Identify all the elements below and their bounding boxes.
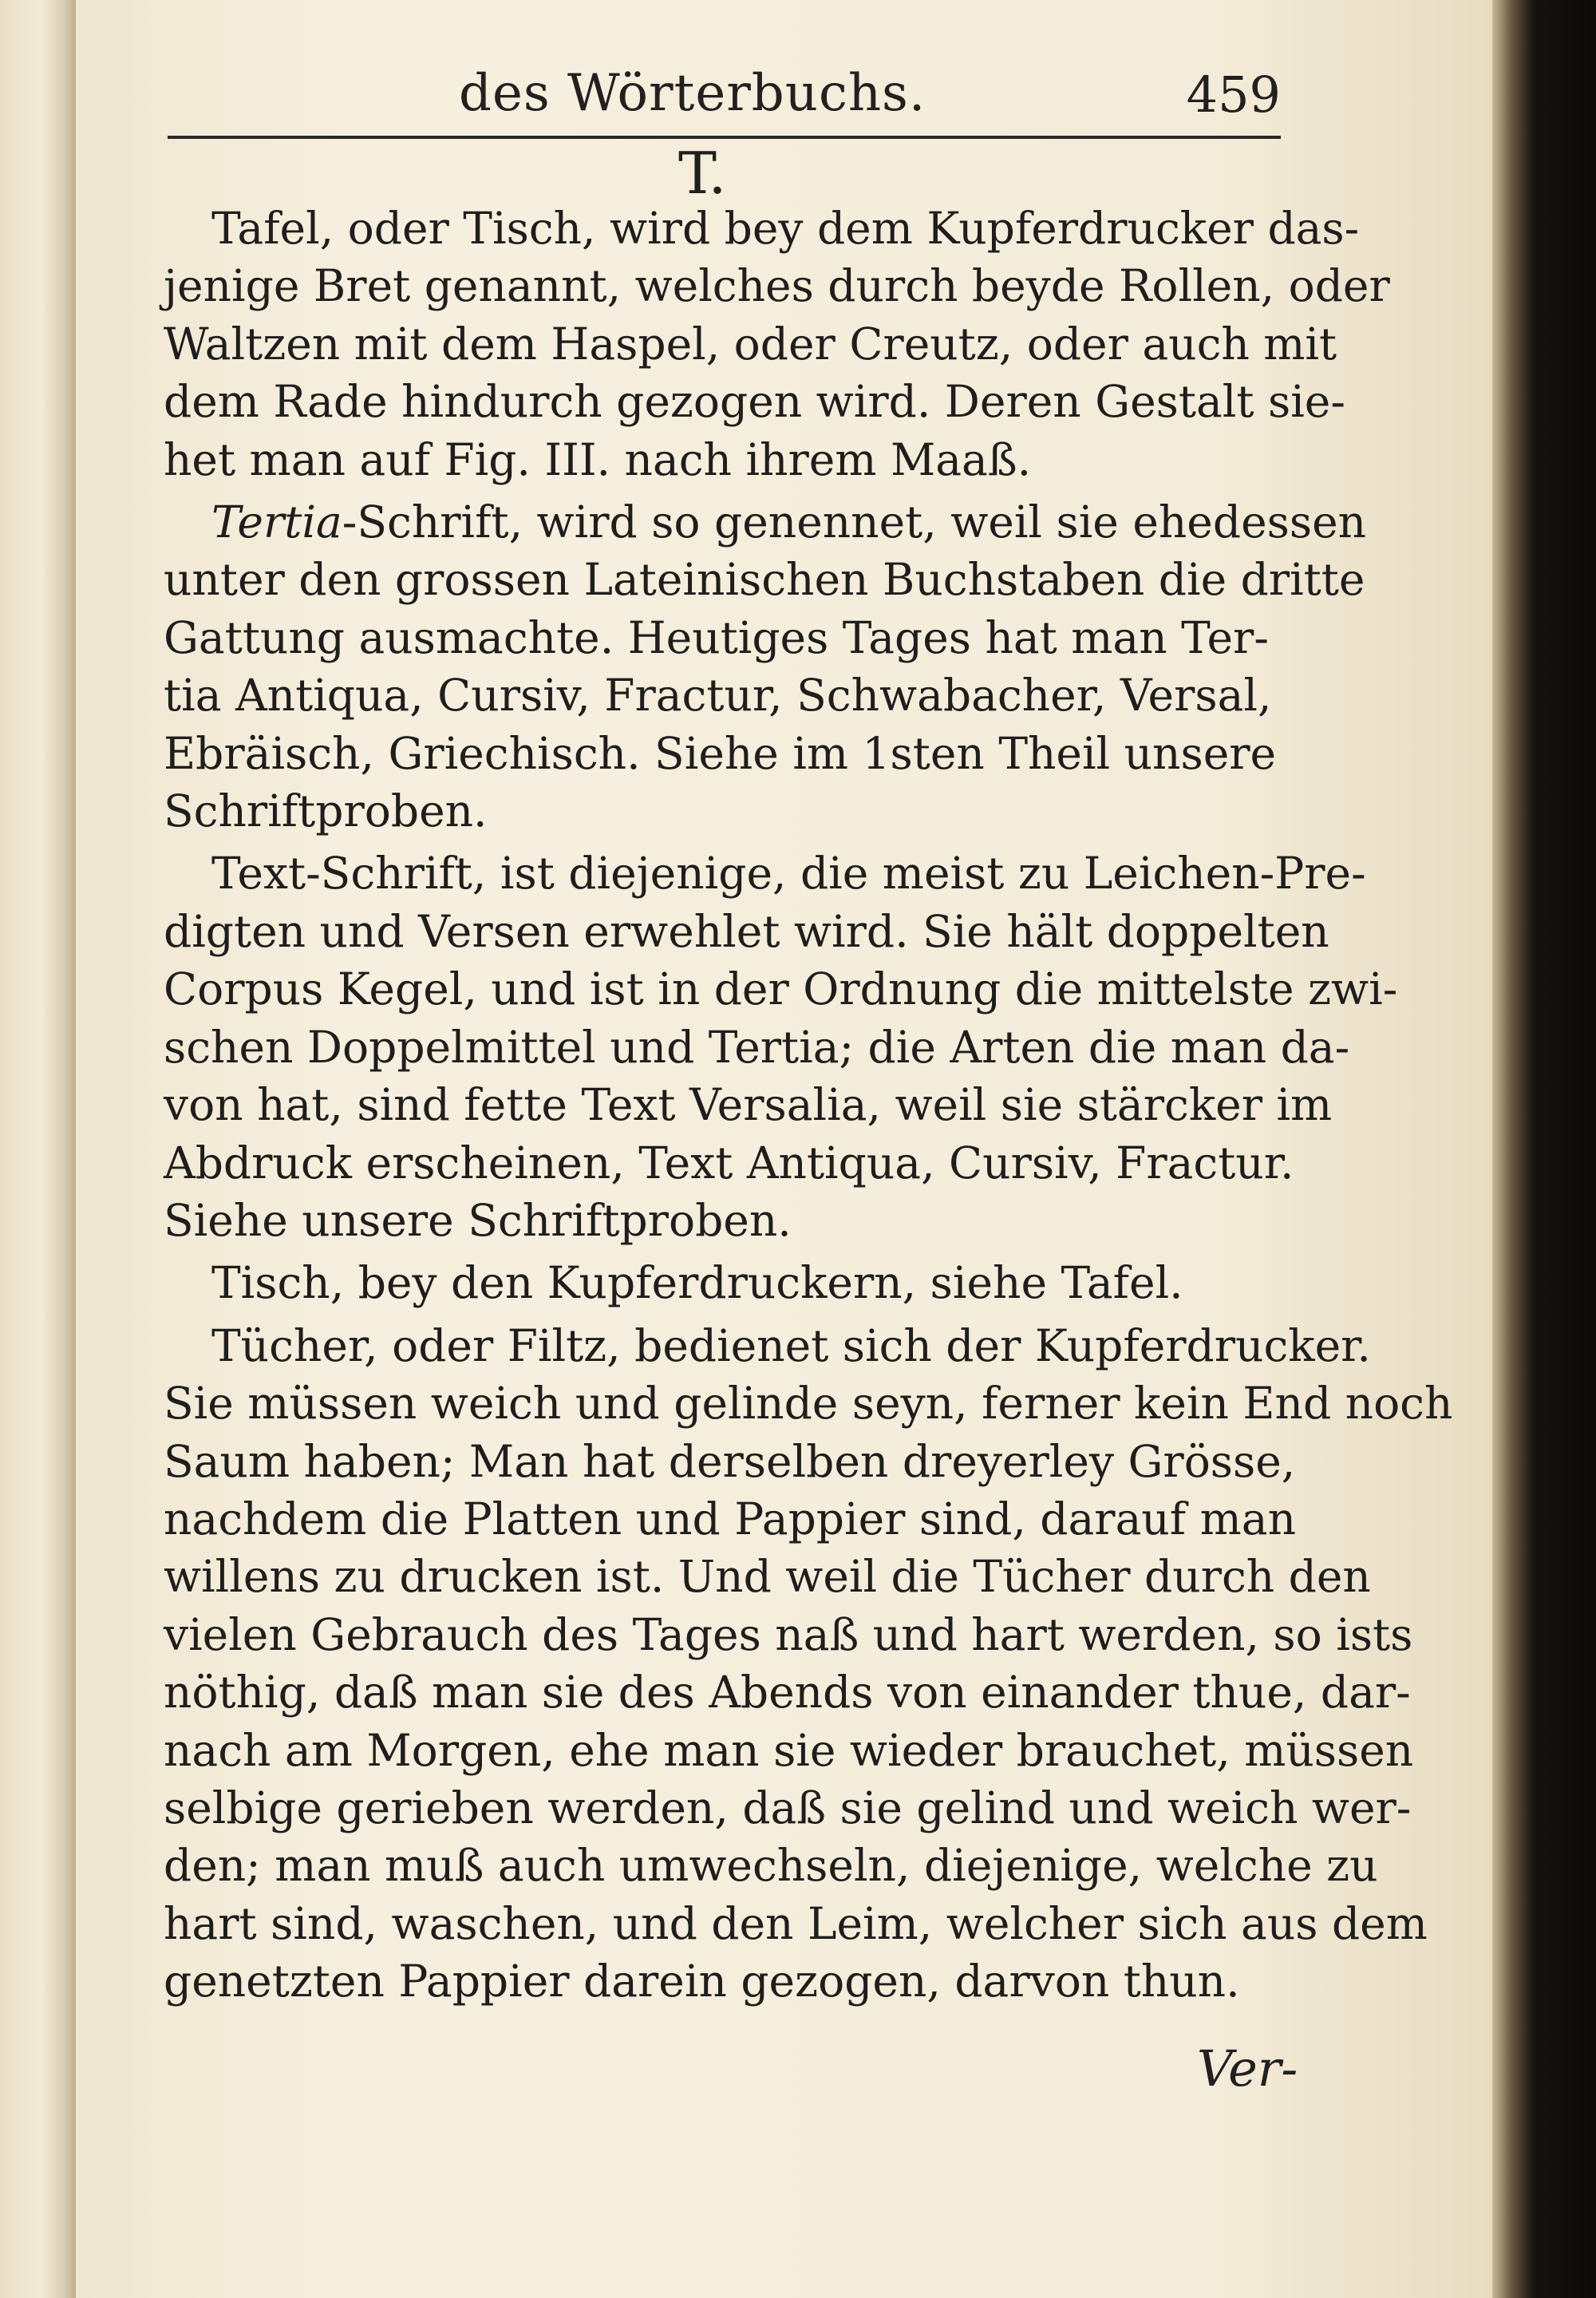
text-line — [164, 782, 1297, 840]
text-segment: Tertia — [211, 496, 342, 548]
text-segment: Saum haben; Man hat derselben dreyerley Grösse, — [164, 1435, 1296, 1487]
text-segment: Sie müssen weich und gelinde seyn, ferner kein End noch — [164, 1378, 1453, 1430]
text-segment: hart sind, waschen, und den Leim, welcher sich aus dem — [164, 1897, 1428, 1949]
text-line — [164, 1374, 1453, 1432]
text-segment: selbige gerieben werden, daß sie gelind und weich wer- — [164, 1782, 1412, 1833]
text-segment: nöthig, daß man sie des Abends von einander thue, dar- — [164, 1667, 1411, 1719]
text-segment: tia Antiqua, Cursiv, Fractur, Schwabacher, Versal, — [164, 670, 1272, 722]
text-segment: nachdem die Platten und Pappier sind, darauf man — [164, 1493, 1297, 1545]
text-line — [164, 315, 1337, 373]
text-line — [164, 1076, 1333, 1133]
header-rule — [168, 136, 1281, 139]
text-line — [164, 1134, 1297, 1192]
dictionary-entry — [164, 493, 1367, 840]
text-segment: Tafel, oder Tisch, wird bey dem Kupferdrucker das- — [211, 203, 1360, 254]
text-segment: Gattung ausmachte. Heutiges Tages hat man Ter- — [164, 611, 1269, 663]
dictionary-entry — [164, 1317, 1453, 2011]
text-line — [164, 1606, 1413, 1663]
dictionary-entry — [164, 1254, 1297, 1311]
page-edge-shadow — [1492, 0, 1596, 2298]
text-segment: Waltzen mit dem Haspel, oder Creutz, oder auch mit — [164, 318, 1337, 370]
text-line — [164, 551, 1365, 608]
text-line — [164, 1779, 1412, 1837]
text-segment: het man auf Fig. III. nach ihrem Maaß. — [164, 433, 1032, 485]
text-line — [164, 1837, 1378, 1894]
text-segment: unter den grossen Lateinischen Buchstaben die dritte — [164, 554, 1365, 606]
text-segment: Ebräisch, Griechisch. Siehe im 1sten Theil unsere — [164, 727, 1277, 779]
text-segment: dem Rade hindurch gezogen wird. Deren Gestalt sie- — [164, 376, 1345, 428]
text-line — [164, 1952, 1297, 2010]
text-line — [164, 1018, 1350, 1076]
text-segment: digten und Versen erwehlet wird. Sie hält doppelten — [164, 905, 1329, 957]
text-line — [164, 1433, 1297, 1490]
text-line — [164, 960, 1398, 1018]
running-title: des Wörterbuchs. — [459, 64, 926, 123]
catchword: Ver- — [1197, 2039, 1298, 2098]
text-segment: Corpus Kegel, und ist in der Ordnung die mittelste zwi- — [164, 963, 1398, 1015]
text-line — [164, 903, 1329, 960]
text-segment: von hat, sind fette Text Versalia, weil sie stärcker im — [164, 1079, 1333, 1131]
text-segment: jenige Bret genannt, welches durch beyde Rollen, oder — [164, 260, 1390, 312]
text-line — [164, 373, 1345, 430]
book-gutter — [0, 0, 76, 2298]
text-segment: Tisch, bey den Kupferdruckern, siehe Tafel. — [211, 1257, 1183, 1309]
text-line — [164, 1722, 1414, 1779]
text-line — [164, 609, 1297, 666]
dictionary-entries — [164, 200, 1453, 2015]
text-line — [164, 1192, 1297, 1249]
text-segment: schen Doppelmittel und Tertia; die Arten die man da- — [164, 1021, 1350, 1073]
text-line — [164, 1895, 1428, 1952]
text-segment: Schriftproben. — [164, 785, 488, 837]
text-line — [164, 1317, 1371, 1374]
text-line — [164, 1663, 1411, 1721]
text-line — [164, 1548, 1371, 1605]
dictionary-entry — [164, 844, 1398, 1249]
text-line — [164, 666, 1297, 724]
page-number: 459 — [1186, 65, 1281, 124]
text-segment: vielen Gebrauch des Tages naß und hart werden, so ists — [164, 1608, 1413, 1660]
text-segment: nach am Morgen, ehe man sie wieder brauchet, müssen — [164, 1724, 1414, 1776]
text-segment: -Schrift, wird so genennet, weil sie ehedessen — [342, 496, 1367, 548]
text-line — [164, 1490, 1297, 1548]
text-line — [164, 493, 1367, 551]
text-segment: Abdruck erscheinen, Text Antiqua, Cursiv, Fractur. — [164, 1137, 1294, 1189]
text-segment: genetzten Pappier darein gezogen, darvon thun. — [164, 1956, 1240, 2007]
text-line — [164, 257, 1390, 314]
text-line — [164, 431, 1297, 488]
text-line — [164, 844, 1366, 902]
text-segment: Text-Schrift, ist diejenige, die meist zu Leichen-Pre- — [211, 848, 1366, 900]
text-line — [164, 725, 1297, 782]
text-segment: den; man muß auch umwechseln, diejenige, welche zu — [164, 1840, 1378, 1892]
dictionary-entry — [164, 200, 1390, 488]
section-letter: T. — [678, 140, 727, 207]
text-segment: willens zu drucken ist. Und weil die Tücher durch den — [164, 1551, 1371, 1603]
text-line — [164, 1254, 1297, 1311]
text-segment: Tücher, oder Filtz, bedienet sich der Kupferdrucker. — [211, 1319, 1371, 1371]
text-line — [164, 200, 1360, 257]
page-header — [164, 48, 1281, 136]
text-segment: Siehe unsere Schriftproben. — [164, 1194, 792, 1246]
